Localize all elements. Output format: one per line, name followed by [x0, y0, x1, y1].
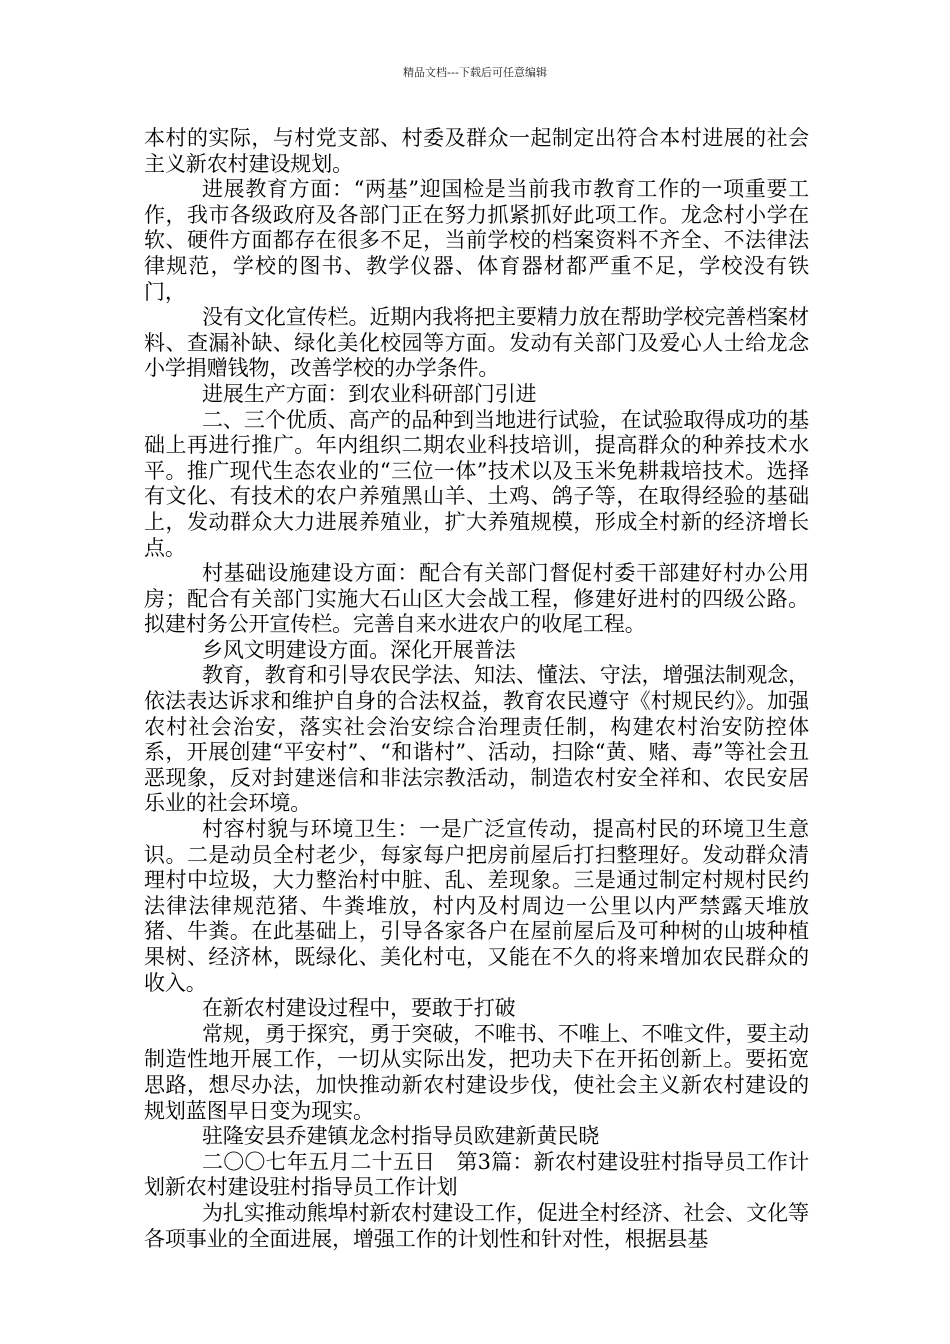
paragraph: 进展生产方面：到农业科研部门引进 — [202, 381, 537, 406]
page-header: 精品文档---下载后可任意编辑 — [403, 66, 547, 79]
date-line: 二〇〇七年五月二十五日 第3篇：新农村建设驻村指导员工作计划新农村建设驻村指导员工作计划 — [144, 1149, 809, 1200]
paragraph: 乡风文明建设方面。深化开展普法 — [202, 637, 516, 662]
paragraph: 二、三个优质、高产的品种到当地进行试验，在试验取得成功的基础上再进行推广。年内组织二期农业科技培训，提高群众的种养技术水平。推广现代生态农业的“三位一体”技术以及玉米免耕栽培技术。选择有文化、有技术的农户养殖黑山羊、土鸡、鸽子等，在取得经验的基础上，发动群众大力进展养殖业，扩大养殖规模，形成全村新的经济增长点。 — [144, 407, 809, 560]
paragraph: 村容村貌与环境卫生：一是广泛宣传动，提高村民的环境卫生意识。二是动员全村老少，每家每户把房前屋后打扫整理好。发动群众清理村中垃圾，大力整治村中脏、乱、差现象。三是通过制定村规村民约法律法律规范猪、牛粪堆放，村内及村周边一公里以内严禁露天堆放猪、牛粪。在此基础上，引导各家各户在屋前屋后及可种树的山坡种植果树、经济林，既绿化、美化村屯，又能在不久的将来增加农民群众的收入。 — [144, 817, 809, 995]
signature-line: 驻隆安县乔建镇龙念村指导员欧建新黄民晓 — [202, 1124, 600, 1149]
paragraph: 没有文化宣传栏。近期内我将把主要精力放在帮助学校完善档案材料、查漏补缺、绿化美化校园等方面。发动有关部门及爱心人士给龙念小学捐赠钱物，改善学校的办学条件。 — [144, 305, 809, 381]
paragraph: 在新农村建设过程中，要敢于打破 — [202, 996, 516, 1021]
paragraph: 常规，勇于探究，勇于突破，不唯书、不唯上、不唯文件，要主动制造性地开展工作，一切从实际出发，把功夫下在开拓创新上。要拓宽思路，想尽办法，加快推动新农村建设步伐，使社会主义新农村建设的规划蓝图早日变为现实。 — [144, 1021, 809, 1123]
paragraph: 村基础设施建设方面：配合有关部门督促村委干部建好村办公用房；配合有关部门实施大石山区大会战工程，修建好进村的四级公路。拟建村务公开宣传栏。完善自来水进农户的收尾工程。 — [144, 561, 809, 637]
paragraph: 本村的实际，与村党支部、村委及群众一起制定出符合本村进展的社会主义新农村建设规划。 — [144, 126, 809, 176]
paragraph: 进展教育方面：“两基”迎国检是当前我市教育工作的一项重要工作，我市各级政府及各部门正在努力抓紧抓好此项工作。龙念村小学在软、硬件方面都存在很多不足，当前学校的档案资料不齐全、不法律法律规范，学校的图书、教学仪器、体育器材都严重不足，学校没有铁门， — [144, 177, 809, 304]
paragraph: 为扎实推动熊埠村新农村建设工作，促进全村经济、社会、文化等各项事业的全面进展，增强工作的计划性和针对性，根据县基 — [144, 1200, 809, 1251]
paragraph: 教育，教育和引导农民学法、知法、懂法、守法，增强法制观念，依法表达诉求和维护自身的合法权益，教育农民遵守《村规民约》。加强农村社会治安，落实社会治安综合治理责任制，构建农村治安防控体系，开展创建“平安村”、“和谐村”、活动，扫除“黄、赌、毒”等社会丑恶现象，反对封建迷信和非法宗教活动，制造农村安全祥和、农民安居乐业的社会环境。 — [144, 663, 809, 816]
document-body — [144, 126, 809, 1252]
